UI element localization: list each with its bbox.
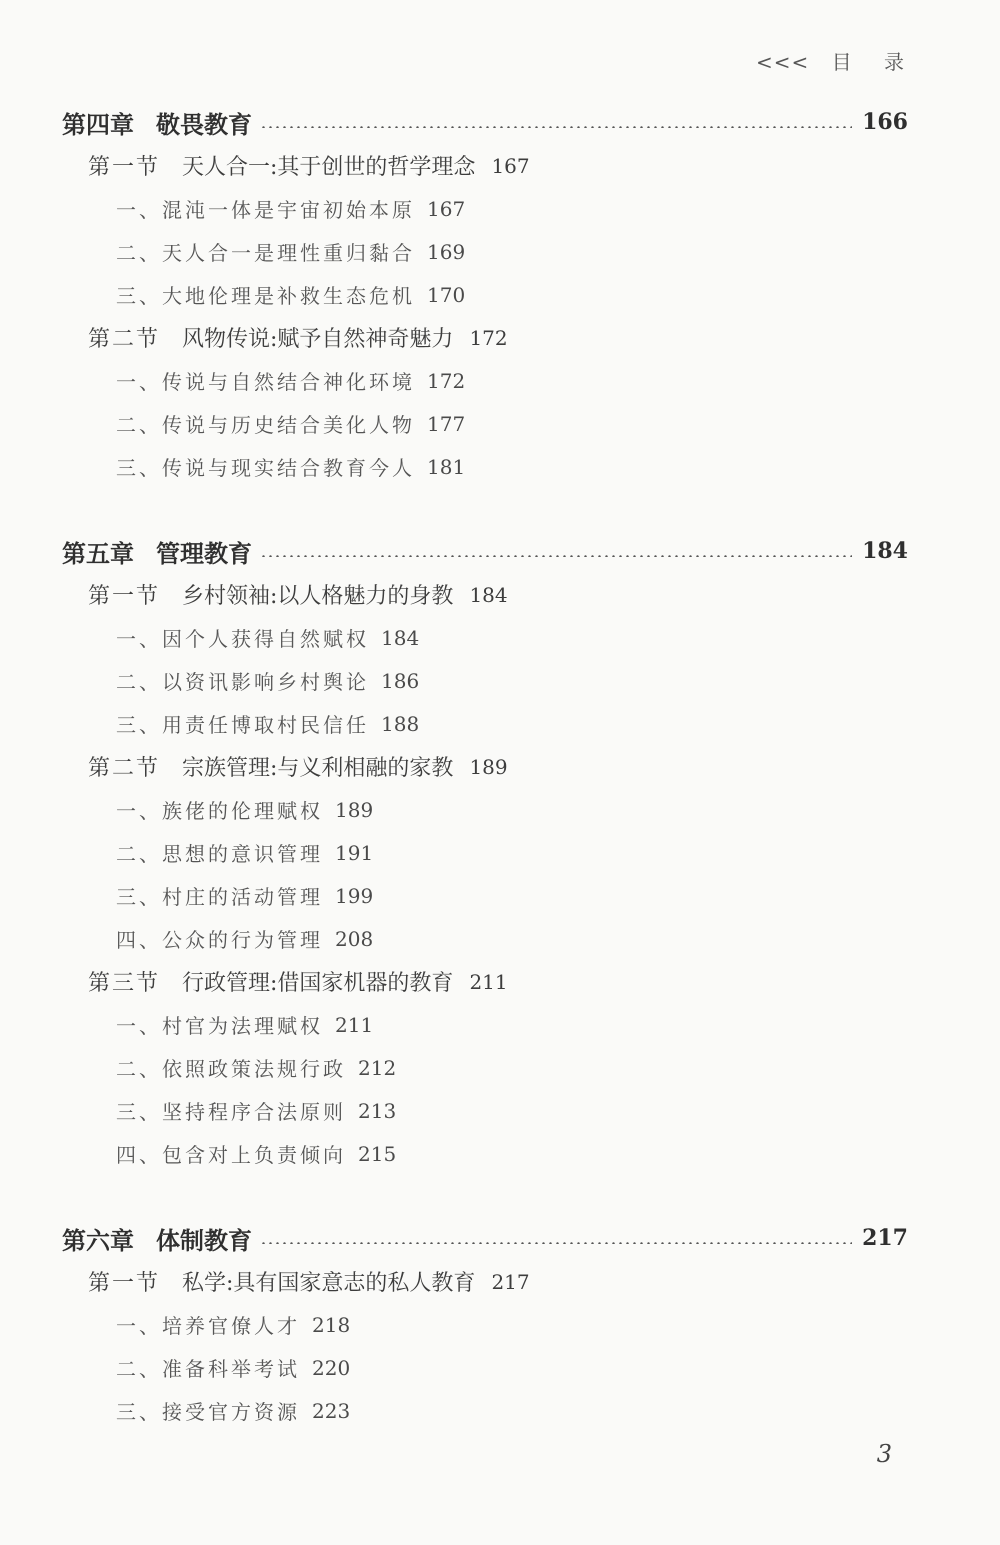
subsection-title: 一、传说与自然结合神化环境 [116,370,415,394]
subsection-page-number: 181 [427,454,466,479]
subsection-page-number: 184 [381,625,420,650]
toc-section-entry[interactable] [88,960,1000,1003]
subsection-page-number: 186 [381,668,420,693]
subsection-page-number: 191 [335,840,374,865]
chapter-number: 第六章 [62,1225,134,1255]
table-of-contents [0,100,1000,1432]
toc-section-entry[interactable] [88,144,1000,187]
toc-subsection-entry[interactable] [116,917,1000,960]
section-number: 第一节 [88,1271,161,1296]
section-page-number: 184 [469,582,508,607]
section-page-number: 189 [469,754,508,779]
chapter-title: 管理教育 [156,538,252,568]
running-head [756,46,906,75]
section-page-number: 167 [491,153,530,178]
subsection-title: 二、依照政策法规行政 [116,1057,346,1081]
chapter-page-number: 184 [862,538,908,564]
section-number: 第二节 [88,756,161,781]
toc-subsection-entry[interactable] [116,659,1000,702]
section-title: 行政管理:借国家机器的教育 [182,971,454,996]
toc-subsection-entry[interactable] [116,874,1000,917]
subsection-page-number: 220 [312,1355,351,1380]
chapter-page-number: 217 [862,1225,908,1251]
subsection-title: 二、准备科举考试 [116,1357,300,1381]
subsection-page-number: 215 [358,1141,397,1166]
subsection-page-number: 208 [335,926,374,951]
subsection-title: 一、族佬的伦理赋权 [116,799,323,823]
subsection-title: 三、接受官方资源 [116,1400,300,1424]
subsection-title: 三、村庄的活动管理 [116,885,323,909]
section-number: 第三节 [88,971,161,996]
toc-subsection-entry[interactable] [116,1346,1000,1389]
section-title: 乡村领袖:以人格魅力的身教 [182,584,454,609]
subsection-page-number: 213 [358,1098,397,1123]
subsection-title: 一、村官为法理赋权 [116,1014,323,1038]
toc-section-entry[interactable] [88,1260,1000,1303]
subsection-page-number: 211 [335,1012,374,1037]
subsection-page-number: 223 [312,1398,351,1423]
subsection-title: 三、传说与现实结合教育今人 [116,456,415,480]
running-head-chevrons: <<< [756,50,810,74]
toc-subsection-entry[interactable] [116,616,1000,659]
subsection-title: 一、混沌一体是宇宙初始本原 [116,198,415,222]
subsection-title: 一、因个人获得自然赋权 [116,627,369,651]
toc-section-entry[interactable] [88,573,1000,616]
toc-subsection-entry[interactable] [116,1046,1000,1089]
toc-chapter-entry[interactable] [62,1216,908,1260]
toc-subsection-entry[interactable] [116,1389,1000,1432]
subsection-title: 三、大地伦理是补救生态危机 [116,284,415,308]
section-number: 第二节 [88,327,161,352]
toc-subsection-entry[interactable] [116,187,1000,230]
toc-subsection-entry[interactable] [116,359,1000,402]
running-head-title-part-2: 录 [884,50,906,74]
toc-section-entry[interactable] [88,745,1000,788]
dot-leader [260,555,852,557]
subsection-page-number: 188 [381,711,420,736]
toc-subsection-entry[interactable] [116,1003,1000,1046]
subsection-page-number: 167 [427,196,466,221]
chapter-title: 敬畏教育 [156,109,252,139]
chapter-number: 第五章 [62,538,134,568]
subsection-page-number: 169 [427,239,466,264]
toc-subsection-entry[interactable] [116,831,1000,874]
toc-subsection-entry[interactable] [116,788,1000,831]
chapter-page-number: 166 [862,109,908,135]
toc-chapter-entry[interactable] [62,529,908,573]
toc-subsection-entry[interactable] [116,1132,1000,1175]
subsection-title: 四、包含对上负责倾向 [116,1143,346,1167]
toc-subsection-entry[interactable] [116,1089,1000,1132]
dot-leader [260,1242,852,1244]
page-number: 3 [876,1440,892,1468]
section-title: 天人合一:其于创世的哲学理念 [182,155,476,180]
section-title: 宗族管理:与义利相融的家教 [182,756,454,781]
subsection-page-number: 172 [427,368,466,393]
section-title: 私学:具有国家意志的私人教育 [182,1271,476,1296]
chapter-title: 体制教育 [156,1225,252,1255]
subsection-page-number: 212 [358,1055,397,1080]
section-number: 第一节 [88,155,161,180]
subsection-title: 二、传说与历史结合美化人物 [116,413,415,437]
toc-subsection-entry[interactable] [116,402,1000,445]
subsection-page-number: 199 [335,883,374,908]
subsection-title: 二、天人合一是理性重归黏合 [116,241,415,265]
subsection-page-number: 218 [312,1312,351,1337]
toc-chapter-entry[interactable] [62,100,908,144]
toc-subsection-entry[interactable] [116,1303,1000,1346]
section-page-number: 172 [469,325,508,350]
toc-subsection-entry[interactable] [116,702,1000,745]
section-page-number: 217 [491,1269,530,1294]
subsection-page-number: 170 [427,282,466,307]
subsection-title: 三、坚持程序合法原则 [116,1100,346,1124]
subsection-page-number: 177 [427,411,466,436]
toc-subsection-entry[interactable] [116,445,1000,488]
chapter-number: 第四章 [62,109,134,139]
toc-subsection-entry[interactable] [116,273,1000,316]
section-number: 第一节 [88,584,161,609]
subsection-title: 一、培养官僚人才 [116,1314,300,1338]
section-page-number: 211 [469,969,508,994]
subsection-title: 二、思想的意识管理 [116,842,323,866]
dot-leader [260,126,852,128]
subsection-title: 三、用责任博取村民信任 [116,713,369,737]
section-title: 风物传说:赋予自然神奇魅力 [182,327,454,352]
subsection-title: 二、以资讯影响乡村舆论 [116,670,369,694]
toc-subsection-entry[interactable] [116,230,1000,273]
toc-section-entry[interactable] [88,316,1000,359]
running-head-title-part-1: 目 [831,50,854,74]
subsection-page-number: 189 [335,797,374,822]
subsection-title: 四、公众的行为管理 [116,928,323,952]
